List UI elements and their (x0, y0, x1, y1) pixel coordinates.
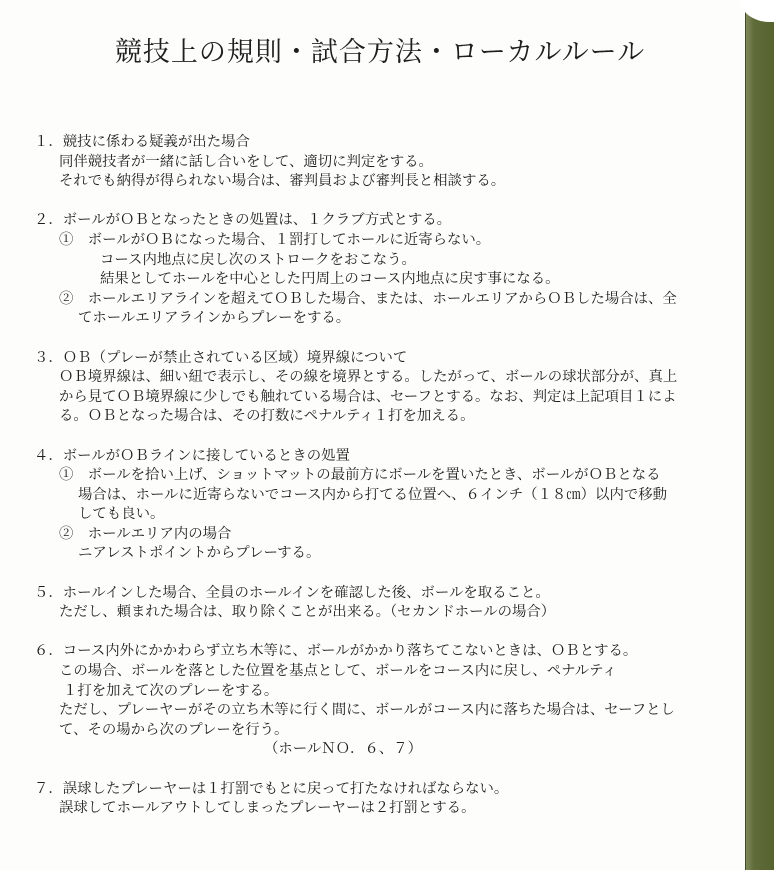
rule-line: てホールエリアラインからプレーをする。 (78, 310, 351, 327)
rule-line: ＯＢ境界線は、細い紐で表示し、その線を境界とする。したがって、ボールの球状部分が、真上 (59, 369, 678, 386)
rules-body (34, 133, 754, 838)
rule-section (34, 780, 754, 819)
rule-line: 誤球してホールアウトしてしまったプレーヤーは２打罰とする。 (59, 800, 476, 817)
rule-line: ニアレストポイントからプレーする。 (78, 545, 321, 562)
rule-line: ② ホールエリアラインを超えてＯＢした場合、または、ホールエリアからＯＢした場合は、全 (59, 290, 677, 307)
rule-heading: ３．ＯＢ（プレーが禁止されている区域）境界線について (34, 349, 408, 366)
rule-heading: ６．コース内外にかかわらず立ち木等に、ボールがかかり落ちてこないときは、ＯＢとする。 (34, 643, 638, 660)
rule-line: ① ボールを拾い上げ、ショットマットの最前方にボールを置いたとき、ボールがＯＢとなる (59, 467, 661, 484)
rule-section (34, 447, 754, 565)
rule-heading: ２．ボールがＯＢとなったときの処置は、１クラブ方式とする。 (34, 212, 452, 229)
rule-line: 同伴競技者が一緒に話し合いをして、適切に判定をする。 (59, 153, 433, 170)
rule-line: １打を加えて次のプレーをする。 (63, 682, 279, 699)
rule-heading: ４．ボールがＯＢラインに接しているときの処置 (34, 447, 350, 464)
rule-heading: １．競技に係わる疑義が出た場合 (34, 134, 250, 150)
rule-section (34, 642, 754, 760)
rule-line: から見てＯＢ境界線に少しでも触れている場合は、セーフとする。なお、判定は上記項目１によ (59, 388, 677, 405)
rule-line: ただし、プレーヤーがその立ち木等に行く間に、ボールがコース内に落ちた場合は、セーフとし (59, 702, 675, 719)
binding-edge (745, 0, 774, 870)
rule-line: この場合、ボールを落とした位置を基点として、ボールをコース内に戻し、ペナルティ (59, 663, 617, 680)
rule-line: しても良い。 (78, 506, 165, 523)
rule-line: ただし、頼まれた場合は、取り除くことが出来る。（セカンドホールの場合） (59, 604, 556, 621)
rule-heading: ７．誤球したプレーヤーは１打罰でもとに戻って打たなければならない。 (34, 780, 509, 797)
document-title: 競技上の規則・試合方法・ローカルルール (114, 37, 646, 68)
rule-line: ② ホールエリア内の場合 (59, 525, 232, 542)
rule-section (34, 211, 754, 329)
rule-line: る。ＯＢとなった場合は、その打数にペナルティ１打を加える。 (59, 408, 475, 425)
rule-line: て、その場から次のプレーを行う。 (59, 721, 289, 738)
rule-section (34, 133, 754, 192)
rule-line: 場合は、ホールに近寄らないでコース内から打てる位置へ、６インチ（１８㎝）以内で移動 (78, 486, 668, 503)
rule-line: それでも納得が得られない場合は、審判員および審判長と相談する。 (59, 173, 506, 190)
rule-line: ① ボールがＯＢになった場合、１罰打してホールに近寄らない。 (59, 231, 491, 248)
rule-section (34, 584, 754, 623)
rule-line: コース内地点に戻し次のストロークをおこなう。 (100, 251, 416, 268)
rule-line: 結果としてホールを中心とした円周上のコース内地点に戻す事になる。 (100, 271, 560, 288)
rule-line: （ホールＮＯ．６、７） (264, 741, 423, 758)
rule-heading: ５．ホールインした場合、全員のホールインを確認した後、ボールを取ること。 (34, 584, 550, 601)
rule-section (34, 349, 754, 427)
